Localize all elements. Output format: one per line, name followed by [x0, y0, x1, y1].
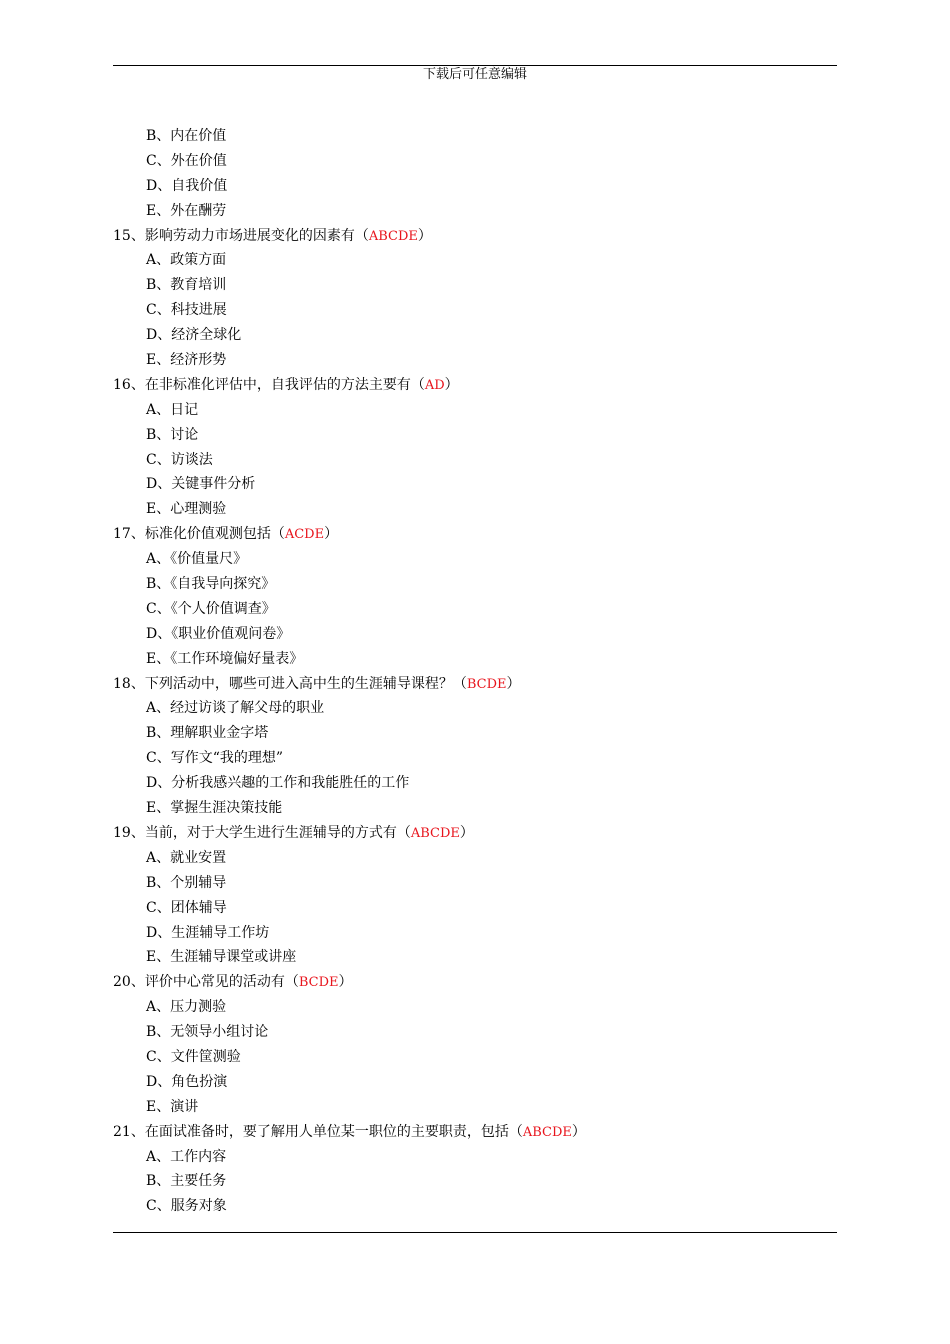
option-line: B、《自我导向探究》 — [146, 576, 276, 593]
question-block — [113, 522, 837, 671]
option-line: A、压力测验 — [146, 999, 227, 1016]
option-line: C、外在价值 — [146, 152, 227, 169]
option-line: B、个别辅导 — [146, 874, 227, 891]
option-line: A、工作内容 — [146, 1148, 227, 1165]
question-text: 15、影响劳动力市场进展变化的因素有（ — [113, 227, 369, 244]
option-line: C、科技进展 — [146, 302, 227, 319]
option-line: E、生涯辅导课堂或讲座 — [146, 949, 297, 966]
option-line: D、分析我感兴趣的工作和我能胜任的工作 — [146, 775, 410, 792]
page-header: 下载后可任意编辑 — [422, 67, 527, 82]
option-line: C、写作文“我的理想” — [146, 750, 284, 767]
option-line: D、自我价值 — [146, 177, 228, 194]
document-body — [113, 124, 837, 1219]
question-block — [113, 672, 837, 821]
question-line — [113, 672, 837, 697]
answer-key: BCDE — [298, 975, 339, 991]
option-line: B、内在价值 — [146, 128, 227, 144]
option-line: E、外在酬劳 — [146, 202, 227, 219]
question-closing-paren: ） — [338, 974, 353, 991]
option-line: D、生涯辅导工作坊 — [146, 924, 270, 941]
question-line — [113, 821, 837, 846]
option-line: D、经济全球化 — [146, 327, 242, 344]
option-line: C、文件筐测验 — [146, 1048, 241, 1065]
question-line — [113, 522, 837, 547]
question-line — [113, 224, 837, 249]
question-closing-paren: ） — [571, 1123, 586, 1140]
footer-rule — [113, 1232, 837, 1233]
option-line: D、角色扮演 — [146, 1073, 228, 1090]
question-text: 18、下列活动中，哪些可进入高中生的生涯辅导课程？（ — [113, 675, 467, 692]
answer-key: ABCDE — [368, 228, 418, 244]
question-text: 20、评价中心常见的活动有（ — [113, 974, 299, 991]
question-closing-paren: ） — [417, 227, 432, 244]
option-line: A、日记 — [146, 401, 199, 418]
option-line: B、主要任务 — [146, 1173, 227, 1190]
answer-key: ACDE — [284, 527, 325, 543]
option-line: E、掌握生涯决策技能 — [146, 800, 283, 817]
option-line: A、经过访谈了解父母的职业 — [146, 700, 325, 717]
question-closing-paren: ） — [324, 526, 339, 543]
question-closing-paren: ） — [444, 376, 459, 393]
question-block — [113, 1120, 837, 1220]
question-closing-paren: ） — [506, 675, 521, 692]
option-line: B、讨论 — [146, 426, 199, 443]
leading-options — [113, 124, 837, 224]
option-line: E、演讲 — [146, 1098, 199, 1115]
question-line — [113, 373, 837, 398]
question-line — [113, 1120, 837, 1145]
option-line: A、政策方面 — [146, 252, 227, 269]
option-line: D、《职业价值观问卷》 — [146, 625, 291, 642]
option-line: C、访谈法 — [146, 451, 213, 468]
option-line: A、就业安置 — [146, 849, 227, 866]
option-line: E、心理测验 — [146, 501, 227, 518]
option-line: B、无领导小组讨论 — [146, 1024, 269, 1041]
answer-key: AD — [424, 377, 445, 393]
answer-key: ABCDE — [522, 1124, 572, 1140]
question-list — [113, 224, 837, 1220]
option-line: B、理解职业金字塔 — [146, 725, 269, 742]
question-text: 21、在面试准备时，要了解用人单位某一职位的主要职责，包括（ — [113, 1123, 523, 1140]
question-text: 16、在非标准化评估中，自我评估的方法主要有（ — [113, 376, 425, 393]
answer-key: BCDE — [466, 676, 507, 692]
question-block — [113, 224, 837, 373]
option-line: E、经济形势 — [146, 352, 227, 369]
question-closing-paren: ） — [459, 824, 474, 841]
question-block — [113, 821, 837, 970]
option-line: C、团体辅导 — [146, 899, 227, 916]
question-text: 17、标准化价值观测包括（ — [113, 526, 285, 543]
question-line — [113, 970, 837, 995]
question-text: 19、当前，对于大学生进行生涯辅导的方式有（ — [113, 824, 411, 841]
option-line: B、教育培训 — [146, 277, 227, 294]
option-line: E、《工作环境偏好量表》 — [146, 650, 304, 667]
option-line: D、关键事件分析 — [146, 476, 256, 493]
question-block — [113, 373, 837, 522]
option-line: C、《个人价值调查》 — [146, 600, 276, 617]
option-line: A、《价值量尺》 — [146, 551, 248, 568]
answer-key: ABCDE — [410, 825, 460, 841]
question-block — [113, 970, 837, 1119]
option-line: C、服务对象 — [146, 1198, 227, 1215]
